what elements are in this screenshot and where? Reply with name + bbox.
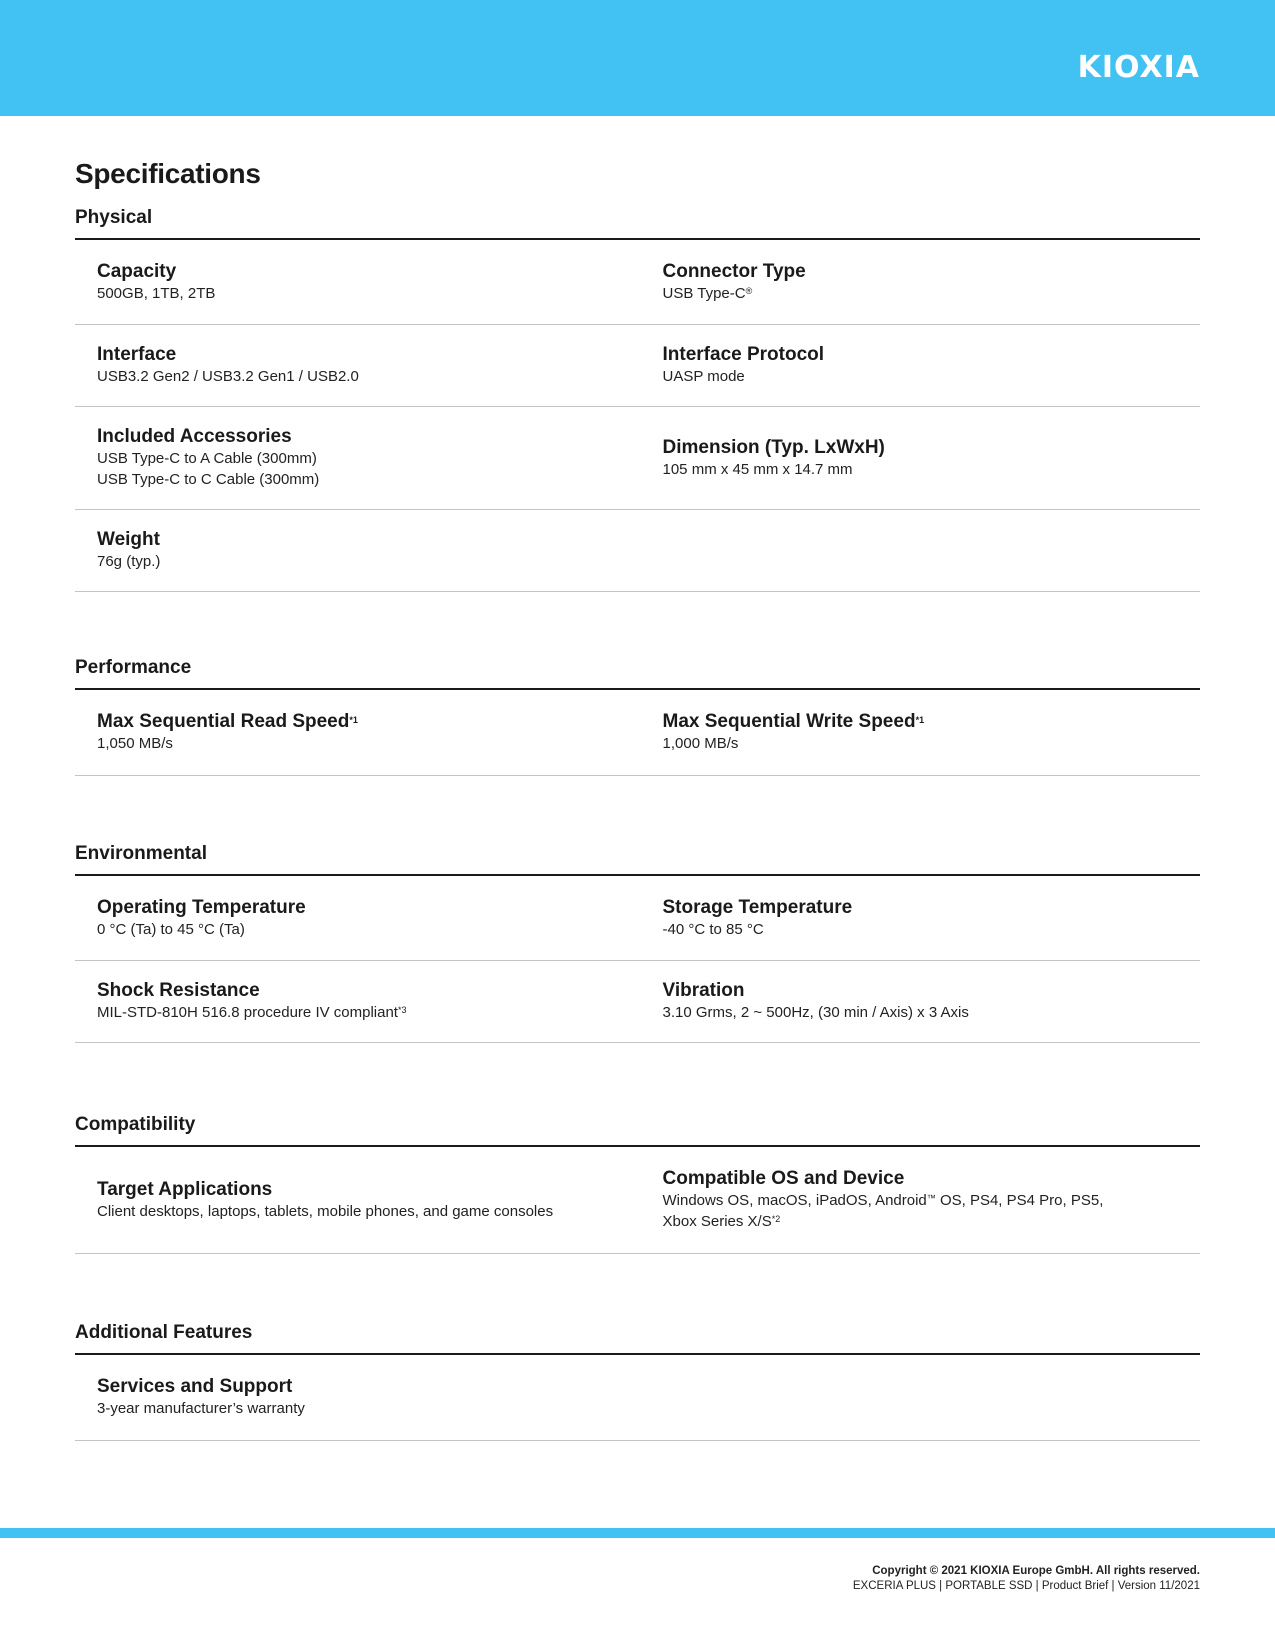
spec-value: 3.10 Grms, 2 ~ 500Hz, (30 min / Axis) x 3 Axis	[662, 1004, 969, 1021]
spec-value	[97, 1002, 638, 1023]
section-performance	[75, 658, 1200, 776]
spec-row	[75, 407, 1200, 510]
spec-label: Operating Temperature	[97, 896, 306, 918]
spec-value: 105 mm x 45 mm x 14.7 mm	[662, 460, 853, 478]
spec-value	[663, 1190, 1201, 1211]
spec-row	[75, 690, 1200, 776]
compatible-os-text: Windows OS, macOS, iPadOS, Android	[662, 1192, 927, 1209]
spec-interface-protocol	[638, 344, 1201, 387]
spec-label: Vibration	[662, 980, 745, 1001]
page-title: Specifications	[75, 158, 261, 189]
section-title-performance: Performance	[75, 658, 1200, 690]
footer	[853, 1564, 1200, 1594]
compatible-os-text-cont: OS, PS4, PS4 Pro, PS5,	[935, 1192, 1104, 1209]
spec-compatible-os	[638, 1168, 1201, 1232]
spec-value: UASP mode	[662, 368, 745, 385]
spec-value: 76g (typ.)	[97, 553, 161, 570]
footnote-ref: *2	[771, 1214, 781, 1224]
spec-value: -40 °C to 85 °C	[662, 920, 764, 938]
spec-row	[75, 510, 1200, 592]
spec-value: 500GB, 1TB, 2TB	[97, 284, 216, 302]
spec-label: Target Applications	[97, 1178, 273, 1200]
spec-value: Client desktops, laptops, tablets, mobile phones, and game consoles	[97, 1202, 554, 1220]
spec-row	[75, 876, 1200, 961]
spec-shock-resistance	[75, 980, 638, 1023]
footnote-ref: *1	[915, 715, 925, 725]
section-environmental	[75, 844, 1200, 1043]
spec-target-applications	[75, 1179, 638, 1222]
spec-label: Dimension (Typ. LxWxH)	[662, 436, 885, 458]
spec-label: Weight	[97, 529, 160, 550]
spec-value: 1,000 MB/s	[662, 735, 739, 752]
spec-storage-temperature	[638, 897, 1201, 940]
section-compatibility	[75, 1115, 1200, 1254]
spec-label: Compatible OS and Device	[662, 1168, 905, 1189]
connector-type-text: USB Type-C	[662, 284, 746, 302]
header-bar	[0, 0, 1275, 116]
spec-label: Interface Protocol	[662, 344, 825, 365]
copyright-text: Copyright © 2021 KIOXIA Europe GmbH. All rights reserved.	[872, 1565, 1200, 1577]
spec-value: 1,050 MB/s	[97, 735, 173, 752]
spec-label: Services and Support	[97, 1376, 293, 1397]
spec-weight	[75, 529, 638, 572]
kioxia-logo: KIOXIA	[1077, 50, 1200, 85]
footnote-ref: *1	[349, 715, 358, 725]
section-additional-features	[75, 1323, 1200, 1441]
section-title-environmental: Environmental	[75, 844, 1200, 876]
spec-row	[75, 961, 1200, 1043]
spec-label: Included Accessories	[97, 426, 292, 447]
section-title-compatibility: Compatibility	[75, 1115, 1200, 1147]
registered-mark: ®	[745, 285, 753, 296]
spec-row	[75, 240, 1200, 325]
write-speed-label: Max Sequential Write Speed	[662, 711, 916, 732]
spec-operating-temperature	[75, 897, 638, 940]
footer-accent-bar	[0, 1528, 1275, 1538]
section-title-additional: Additional Features	[75, 1323, 1200, 1355]
spec-value	[663, 283, 1201, 304]
spec-label: Shock Resistance	[97, 980, 260, 1001]
spec-label: Capacity	[97, 260, 177, 282]
spec-write-speed	[638, 711, 1201, 754]
spec-capacity	[75, 261, 638, 304]
spec-value-line	[663, 1211, 1201, 1232]
spec-label: Interface	[97, 344, 177, 365]
spec-dimension	[638, 437, 1201, 480]
spec-label	[663, 711, 1201, 733]
section-title-physical: Physical	[75, 208, 1200, 240]
spec-interface	[75, 344, 638, 387]
spec-value: USB3.2 Gen2 / USB3.2 Gen1 / USB2.0	[97, 368, 359, 385]
spec-label: Connector Type	[662, 260, 806, 282]
document-info: EXCERIA PLUS | PORTABLE SSD | Product Brief | Version 11/2021	[852, 1580, 1200, 1592]
spec-read-speed	[75, 711, 638, 754]
spec-row	[75, 1147, 1200, 1254]
spec-vibration	[638, 980, 1201, 1023]
spec-connector-type	[638, 261, 1201, 304]
trademark-mark: ™	[926, 1193, 936, 1203]
spec-value-line: USB Type-C to A Cable (300mm)	[97, 450, 317, 467]
section-physical	[75, 208, 1200, 592]
spec-row	[75, 1355, 1200, 1441]
spec-value: 0 °C (Ta) to 45 °C (Ta)	[97, 920, 245, 938]
compatible-os-line2: Xbox Series X/S	[662, 1213, 772, 1230]
shock-resistance-text: MIL-STD-810H 516.8 procedure IV compliant	[97, 1004, 398, 1021]
spec-label	[97, 711, 638, 733]
footnote-ref: *3	[397, 1005, 407, 1015]
read-speed-label: Max Sequential Read Speed	[97, 711, 350, 732]
spec-row	[75, 325, 1200, 407]
spec-services-support	[75, 1376, 638, 1419]
spec-value-line: USB Type-C to C Cable (300mm)	[97, 471, 320, 488]
spec-label: Storage Temperature	[662, 896, 853, 918]
spec-included-accessories	[75, 426, 638, 490]
spec-value: 3-year manufacturer’s warranty	[97, 1400, 305, 1417]
